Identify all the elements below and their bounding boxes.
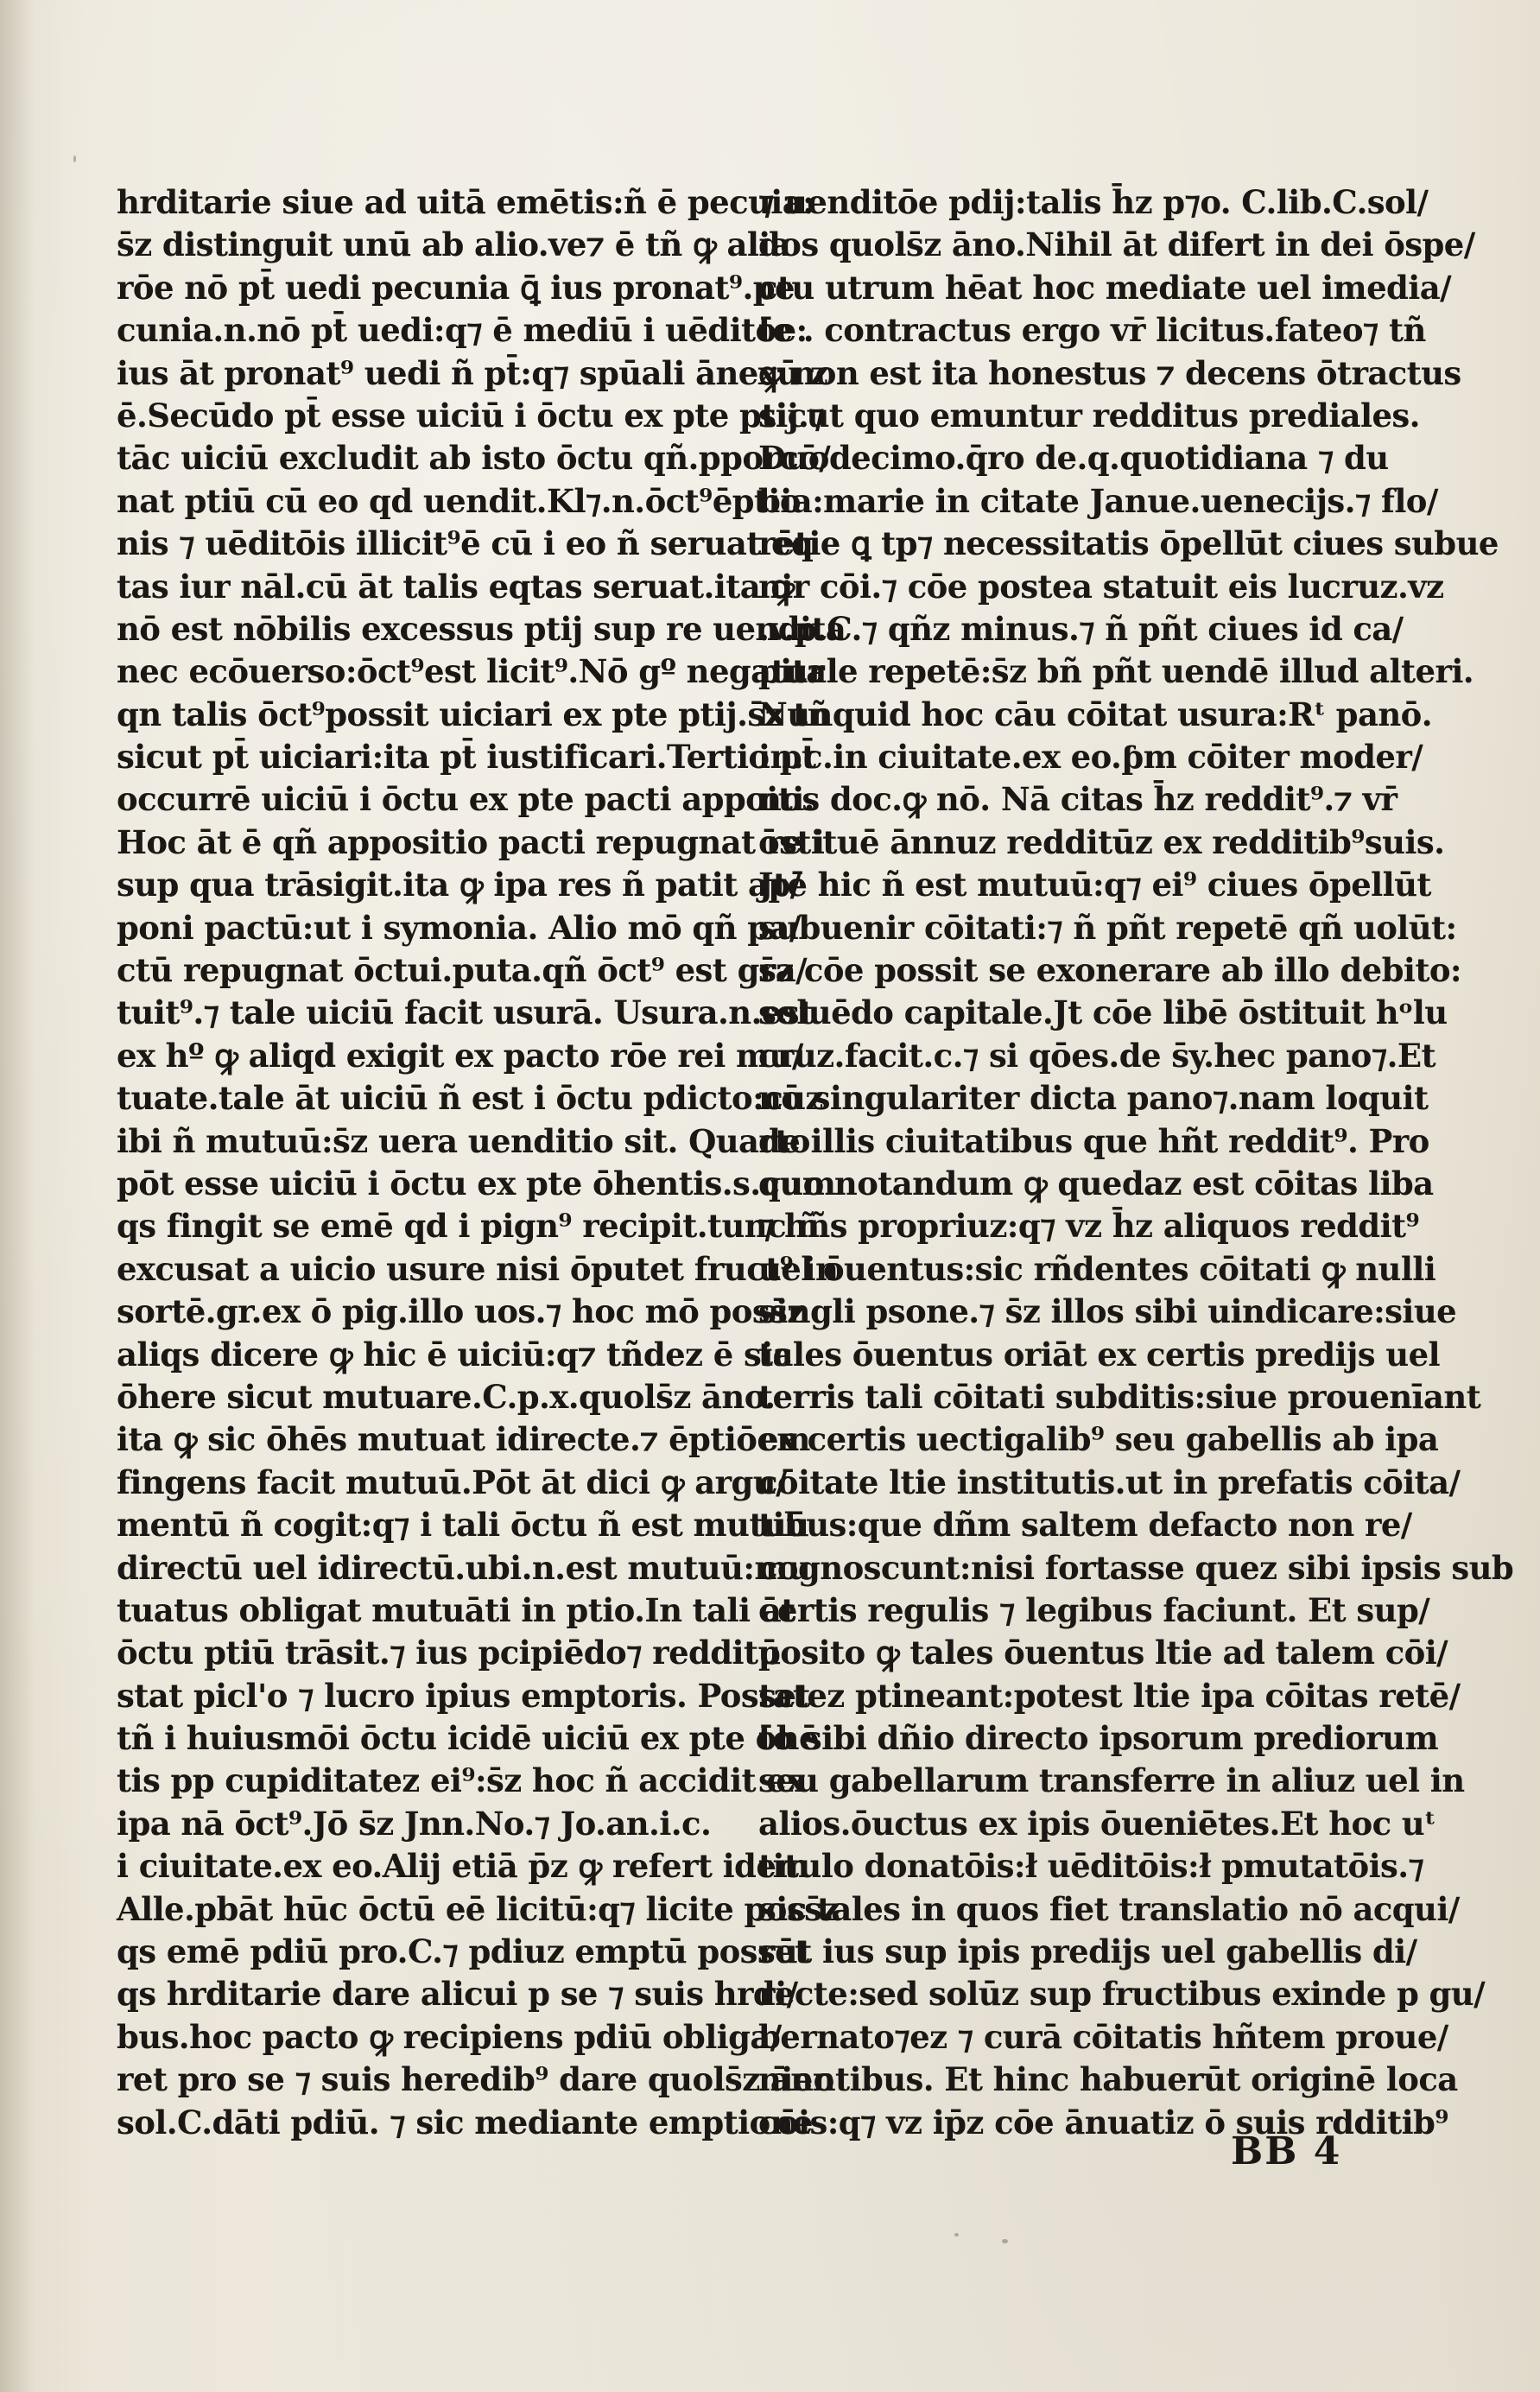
text-line: rētie ꝗ tp⁊ necessitatis ōpellūt ciues subue (758, 524, 1499, 563)
text-line: cōitate ltie institutis.ut in prefatis cōita/ (758, 1462, 1461, 1501)
text-line: rūt ius sup ipis predijs uel gabellis di/ (758, 1932, 1417, 1971)
ink-speck (954, 2233, 959, 2237)
text-line: Duodecimo.q̄ro de.q.quotidiana ⁊ du (758, 439, 1389, 478)
text-line: quo notandum ꝙ quedaz est cōitas liba (758, 1164, 1434, 1202)
text-line: bernato⁊ez ⁊ curā cōitatis hñtem proue/ (758, 2017, 1448, 2056)
text-line: nō singulariter dicta pano⁊.nam loquit (758, 1079, 1429, 1118)
text-line: ipa nā ōct⁹.Jō s̄z Jnn.No.⁊ Jo.an.i.c. (117, 1804, 712, 1843)
binding-shadow (0, 0, 35, 2392)
text-line: ret pro se ⁊ suis heredib⁹ dare quols̄z āno (117, 2060, 834, 2099)
text-line: in.c.in ciuitate.ex eo.ƥm cōiter moder/ (758, 738, 1423, 777)
text-line: Jtē hic ñ est mutuū:q⁊ ei⁹ ciues ōpellūt (758, 866, 1431, 904)
text-line: ius āt pronat⁹ uedi ñ pt̄:q⁊ spūali ānexū z (117, 353, 828, 392)
text-line: uel ōuentus:sic rñdentes cōitati ꝙ nulli (758, 1249, 1436, 1288)
text-line: te . contractus ergo vr̄ licitus.fateo⁊ tñ (758, 311, 1426, 350)
text-line: ctu utrum hēat hoc mediate uel imedia/ (758, 268, 1452, 307)
text-line: sicut pt̄ uiciari:ita pt̄ iustificari.Tertio pt̄ (117, 738, 816, 777)
text-line: sic tales in quos fiet translatio nō acqui/ (758, 1889, 1460, 1928)
signature-mark: BB 4 (1231, 2129, 1342, 2173)
text-line: tis pp cupiditatez ei⁹:s̄z hoc ñ accidit ex (117, 1761, 805, 1800)
text-line: occurrē uiciū i ōctu ex pte pacti appoiti. (117, 780, 814, 819)
text-line: nir cōi.⁊ cōe postea statuit eis lucruz.vz (758, 567, 1444, 606)
text-line: cōis:q⁊ vz ip̄z cōe ānuatiz ō suis rdditib⁹ (758, 2103, 1448, 2141)
text-line: Hoc āt ē qñ appositio pacti repugnat re i (117, 822, 825, 861)
text-line: excusat a uicio usure nisi ōputet fruct⁹ in (117, 1249, 839, 1288)
text-line: nat ptiū cū eo qd uendit.Kl⁊.n.ōct⁹ēptio (117, 481, 801, 520)
text-line: ex hº ꝙ aliqd exigit ex pacto rōe rei mu/ (117, 1036, 803, 1075)
text-line: s̄z distinguit unū ab alio.ve⁊ ē tñ ꝙ alia (117, 225, 791, 264)
text-line: ꝙ non est ita honestus ⁊ decens ōtractus (758, 353, 1461, 392)
text-line: nis ⁊ uēditōis illicit⁹ē cū i eo ñ seruat eq (117, 524, 814, 563)
text-line: titulo donatōis:ł uēditōis:ł pmutatōis.⁊ (758, 1847, 1424, 1886)
text-line: ōctu ptiū trāsit.⁊ ius pcipiēdo⁊ redditū (117, 1634, 781, 1672)
text-line: mentū ñ cogit:q⁊ i tali ōctu ñ est mutuū (117, 1506, 809, 1545)
right-text-column (758, 181, 1514, 2144)
text-line: tatez ptineant:potest ltie ipa cōitas retē/ (758, 1676, 1461, 1715)
text-line: tñ i huiusmōi ōctu icidē uiciū ex pte ōhē (117, 1719, 819, 1758)
ink-speck (73, 155, 76, 162)
text-line: directū uel idirectū.ubi.n.est mutuū:mu (117, 1548, 811, 1587)
text-line: de illis ciuitatibus que hñt reddit⁹. Pro (758, 1121, 1429, 1160)
text-line: ⁊ uenditōe pdij:talis h̄z p⁊o. C.lib.C.sol/ (758, 183, 1429, 221)
text-line: qn talis ōct⁹possit uiciari ex pte ptij.s̄z tñ (117, 695, 831, 733)
text-line: ⁊ hñs propriuz:q⁊ vz h̄z aliquos reddit⁹ (758, 1207, 1420, 1246)
text-line: nō est nōbilis excessus ptij sup re uendita (117, 609, 846, 648)
text-line: poni pactū:ut i symonia. Alio mō qñ pa/ (117, 908, 801, 947)
text-line: ex certis uectigalib⁹ seu gabellis ab ipa (758, 1420, 1439, 1459)
text-line: singli psone.⁊ s̄z illos sibi uindicare:siue (758, 1292, 1457, 1331)
text-line: tuit⁹.⁊ tale uiciū facit usurā. Usura.n.est (117, 993, 814, 1032)
text-line: cognoscunt:nisi fortasse quez sibi ipsis sub (758, 1548, 1514, 1587)
text-line: to sibi dñio directo ipsorum prediorum (758, 1719, 1438, 1758)
text-line: stat picl'o ⁊ lucro ipius emptoris. Posset (117, 1676, 810, 1715)
text-line: hrditarie siue ad uitā emētis:ñ ē pecuia: (117, 183, 814, 221)
text-line: sortē.gr.ex ō pig.illo uos.⁊ hoc mō poss̄z (117, 1292, 805, 1331)
text-line: aliqs dicere ꝙ hic ē uiciū:q⁊ tñdez ē sic (117, 1335, 792, 1374)
text-line: subuenir cōitati:⁊ ñ pñt repetē qñ uolūt: (758, 908, 1457, 947)
text-line: ē.Secūdo pt̄ esse uiciū i ōctu ex pte ptij.⁊ (117, 396, 825, 435)
text-line: soluēdo capitale.Jt cōe libē ōstituit hᵒlu (758, 993, 1448, 1032)
text-line: tāc uiciū excludit ab isto ōctu qñ.pporcō/ (117, 439, 831, 478)
text-line: qs fingit se emē qd i pign⁹ recipit.tunc ñ (117, 1207, 820, 1246)
ink-speck (1002, 2239, 1008, 2243)
text-line: qs hrditarie dare alicui p se ⁊ suis hrdi/ (117, 1975, 798, 2014)
text-line: s̄z cōe possit se exonerare ab illo debito: (758, 951, 1461, 990)
text-line: qs emē pdiū pro.C.⁊ pdiuz emptū posset (117, 1932, 809, 1971)
text-line: i ciuitate.ex eo.Alij etiā p̄z ꝙ refert idem (117, 1847, 809, 1886)
text-line: dos quols̄z āno.Nihil āt difert in dei ōspe/ (758, 225, 1475, 264)
text-line: tales ōuentus oriāt ex certis predijs uel (758, 1335, 1441, 1374)
text-line: certis regulis ⁊ legibus faciunt. Et sup/ (758, 1590, 1430, 1629)
text-line: nec ecōuerso:ōct⁹est licit⁹.Nō gº negatur (117, 652, 825, 691)
text-line: Nunquid hoc cāu cōitat usura:Rᵗ panō. (758, 695, 1432, 733)
text-line: tuatus obligat mutuāti in ptio.In tali āt (117, 1590, 795, 1629)
text-line: cruz.facit.c.⁊ si qōes.de s̄y.hec pano⁊.Et (758, 1036, 1436, 1075)
text-line: ctū repugnat ōctui.puta.qñ ōct⁹ est gra/ (117, 951, 808, 990)
text-line: cunia.n.nō pt̄ uedi:q⁊ ē mediū i uēditōe: (117, 311, 808, 350)
text-line: posito ꝙ tales ōuentus ltie ad talem cōi/ (758, 1634, 1448, 1672)
text-line: pitale repetē:s̄z bñ pñt uendē illud alteri. (758, 652, 1474, 691)
text-line: tas iur nāl.cū āt talis eqtas seruat.ita ꝙ (117, 567, 795, 606)
text-line: tibus:que dñm saltem defacto non re/ (758, 1506, 1412, 1545)
text-line: ōstituē ānnuz redditūz ex redditib⁹suis. (758, 822, 1445, 861)
text-line: seu gabellarum transferre in aliuz uel in (758, 1761, 1465, 1800)
text-line: sicut quo emuntur redditus prediales. (758, 396, 1420, 435)
text-line: fingens facit mutuū.Pōt āt dici ꝙ argu/ (117, 1462, 788, 1501)
text-line: ita ꝙ sic ōhēs mutuat idirecte.⁊ ēptiōem (117, 1420, 810, 1459)
text-line: alios.ōuctus ex ipis ōueniētes.Et hoc uᵗ (758, 1804, 1436, 1843)
text-line: recte:sed solūz sup fructibus exinde p gu/ (758, 1975, 1485, 2014)
text-line: bia:marie in citate Janue.uenecijs.⁊ flo/ (758, 481, 1438, 520)
text-line: nientibus. Et hinc habuerūt originē loca (758, 2060, 1458, 2099)
text-line: bus.hoc pacto ꝙ recipiens pdiū obliga/ (117, 2017, 782, 2056)
text-line: pōt esse uiciū i ōctu ex pte ōhentis.s.cum (117, 1164, 836, 1202)
text-line: ōhere sicut mutuare.C.p.x.quols̄z āno. (117, 1377, 776, 1416)
text-line: sup qua trāsigit.ita ꝙ ipa res ñ patit ap/ (117, 866, 802, 904)
left-text-column (117, 181, 846, 2144)
text-line: tuate.tale āt uiciū ñ est i ōctu pdicto:cuz (117, 1079, 823, 1118)
text-line: ibi ñ mutuū:s̄z uera uenditio sit. Quarto (117, 1121, 810, 1160)
text-line: sol.C.dāti pdiū. ⁊ sic mediante emptione (117, 2103, 813, 2141)
text-line: rōe nō pt̄ uedi pecunia ꝗ̄ ius pronat⁹.pe (117, 268, 795, 307)
text-line: nos doc.ꝙ nō. Nā citas h̄z reddit⁹.⁊ vr̄ (758, 780, 1397, 819)
text-line: .v.p.C.⁊ qñz minus.⁊ ñ pñt ciues id ca/ (758, 609, 1404, 648)
text-line: terris tali cōitati subditis:siue prouenīant (758, 1377, 1481, 1416)
text-line: Alle.pbāt hūc ōctū eē licitū:q⁊ licite poss̄z (117, 1889, 840, 1928)
